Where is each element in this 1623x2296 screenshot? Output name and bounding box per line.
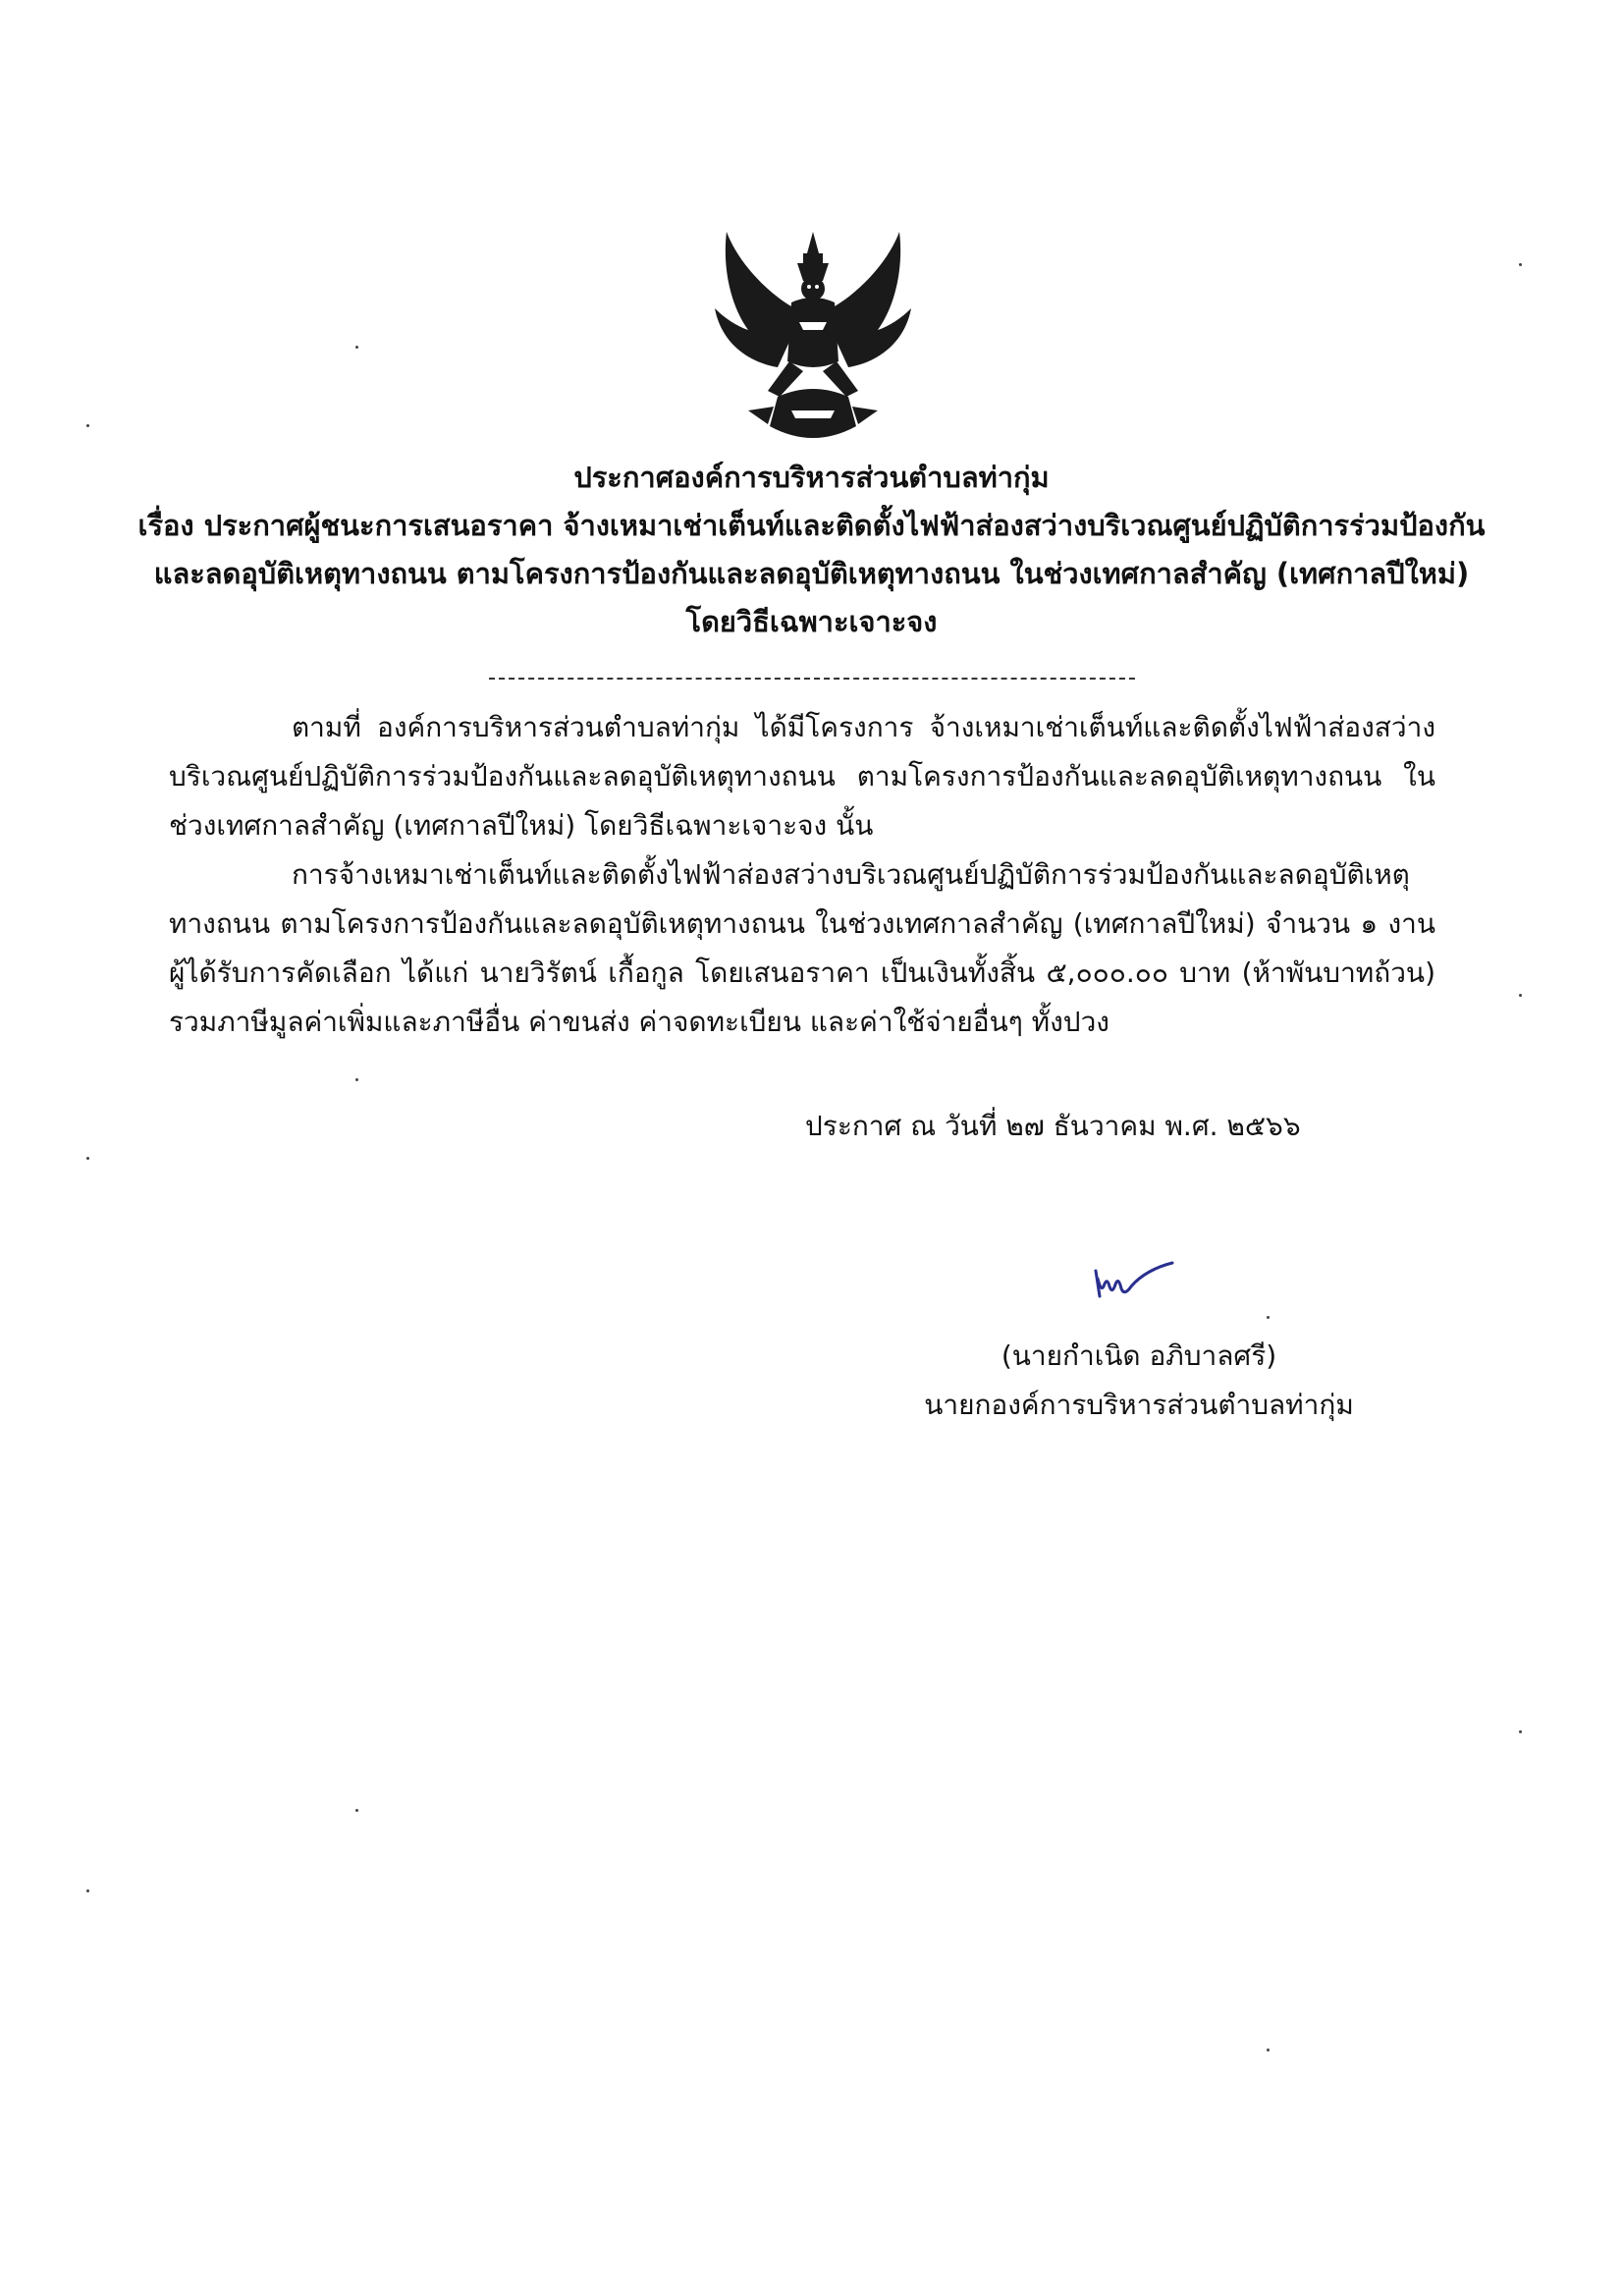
body-paragraph-2: [169, 850, 1435, 1047]
body-paragraph-1: [169, 703, 1435, 850]
heading-title: ประกาศองค์การบริหารส่วนตำบลท่ากุ่ม: [573, 461, 1050, 494]
heading-divider: [489, 678, 1135, 680]
signer-block: [923, 1332, 1355, 1430]
paragraph-2-text: การจ้างเหมาเช่าเต็นท์และติดตั้งไฟฟ้าส่องสว่างบริเวณศูนย์ปฏิบัติการร่วมป้องกันและลดอุบัติเหตุทางถนน ตามโครงการป้องกันและลดอุบัติเหตุทางถนน ในช่วงเทศกาลสำคัญ (เทศกาลปีใหม่) จำนวน ๑ งาน ผู้ได้รับการคัดเลือก ได้แก่ นายวิรัตน์ เกื้อกูล โดยเสนอราคา เป็นเงินทั้งสิ้น ๕,๐๐๐.๐๐ บาท (ห้าพันบาทถ้วน) รวมภาษีมูลค่าเพิ่มและภาษีอื่น ค่าขนส่ง ค่าจดทะเบียน และค่าใช้จ่ายอื่นๆ ทั้งปวง: [169, 858, 1435, 1038]
heading-subject-line-1: เรื่อง ประกาศผู้ชนะการเสนอราคา จ้างเหมาเช่าเต็นท์และติดตั้งไฟฟ้าส่องสว่างบริเวณศูนย์ปฏิบัติการร่วมป้องกัน: [137, 509, 1486, 542]
handwritten-signature-icon: [1092, 1257, 1190, 1316]
scan-speck: [1267, 1316, 1270, 1319]
scan-speck: [1519, 1730, 1522, 1733]
announcement-heading: [118, 454, 1505, 646]
heading-subject-line-3: โดยวิธีเฉพาะเจาะจง: [685, 605, 938, 638]
signer-name: (นายกำเนิด อภิบาลศรี): [1001, 1339, 1277, 1372]
scan-speck: [355, 346, 358, 349]
announcement-date: ประกาศ ณ วันที่ ๒๗ ธันวาคม พ.ศ. ๒๕๖๖: [805, 1110, 1301, 1142]
garuda-emblem-icon: [709, 224, 917, 450]
heading-subject-line-2: และลดอุบัติเหตุทางถนน ตามโครงการป้องกันและลดอุบัติเหตุทางถนน ในช่วงเทศกาลสำคัญ (เทศกาลปีใหม่): [153, 557, 1470, 590]
signer-position: นายกองค์การบริหารส่วนตำบลท่ากุ่ม: [924, 1389, 1354, 1421]
scan-speck: [1519, 994, 1522, 997]
scan-speck: [1519, 263, 1522, 266]
scan-speck: [1267, 2049, 1270, 2051]
scan-speck: [86, 1889, 89, 1892]
announcement-body: [169, 703, 1435, 1047]
scan-speck: [86, 1157, 89, 1160]
scan-speck: [355, 1078, 358, 1081]
paragraph-1-text: ตามที่ องค์การบริหารส่วนตำบลท่ากุ่ม ได้มีโครงการ จ้างเหมาเช่าเต็นท์และติดตั้งไฟฟ้าส่องสว่างบริเวณศูนย์ปฏิบัติการร่วมป้องกันและลดอุบัติเหตุทางถนน ตามโครงการป้องกันและลดอุบัติเหตุทางถนน ในช่วงเทศกาลสำคัญ (เทศกาลปีใหม่) โดยวิธีเฉพาะเจาะจง นั้น: [169, 711, 1435, 842]
scan-speck: [355, 1809, 358, 1812]
scan-speck: [86, 424, 89, 427]
